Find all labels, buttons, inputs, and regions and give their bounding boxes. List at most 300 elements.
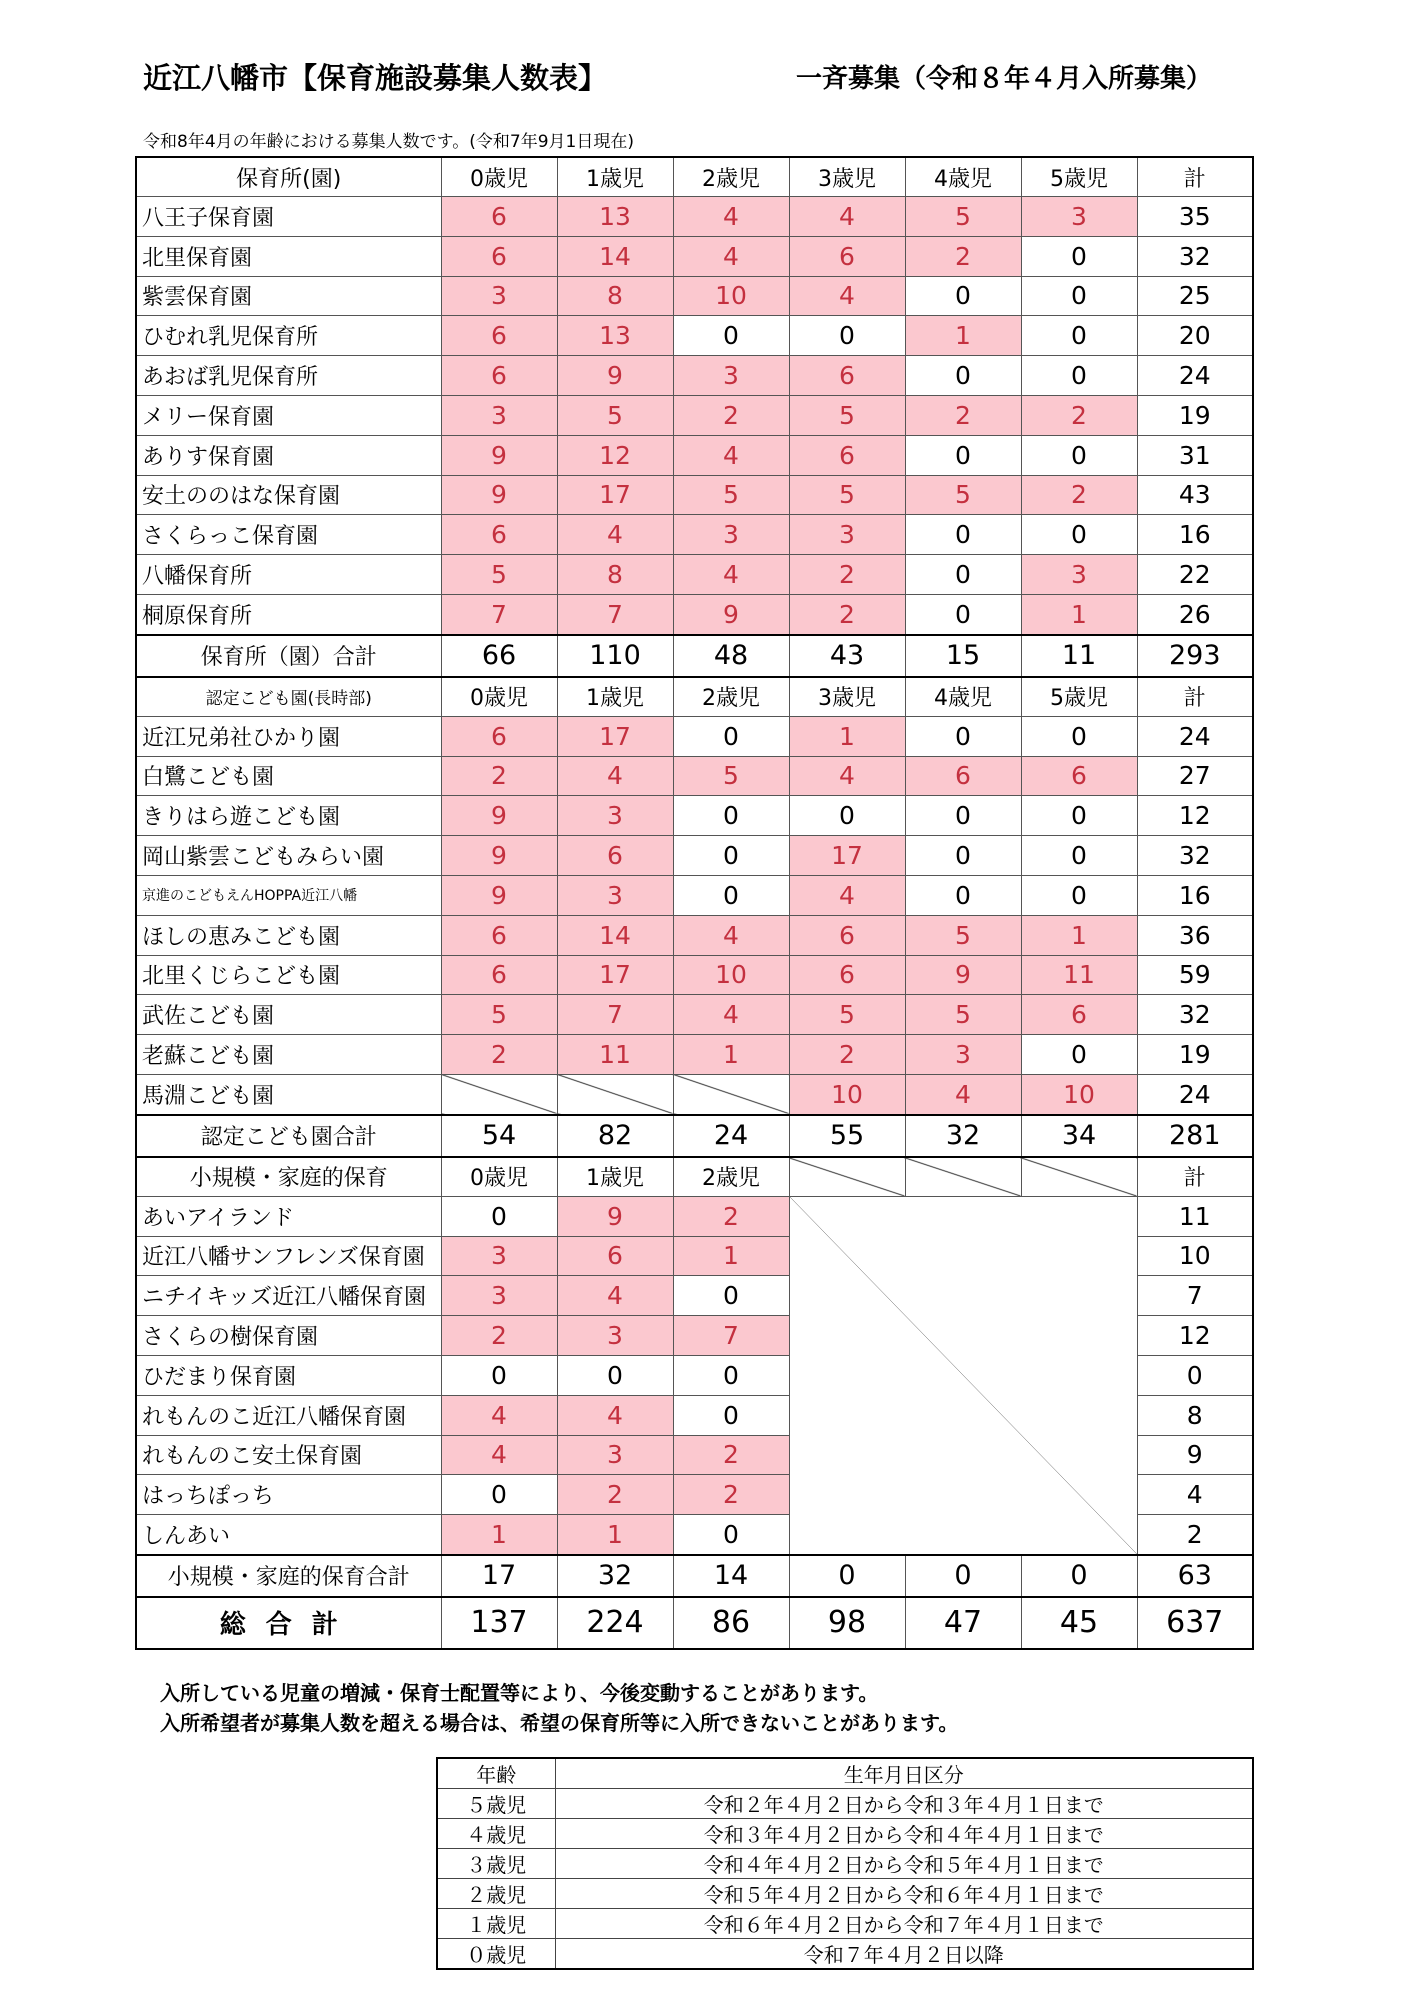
capacity-cell: 12 [557, 435, 673, 475]
row-total: 9 [1137, 1435, 1253, 1475]
column-header: 3歳児 [789, 677, 905, 717]
grand-total-cell: 45 [1021, 1597, 1137, 1649]
facility-name: 京進のこどもえんHOPPA近江八幡 [136, 875, 441, 915]
column-header: 1歳児 [557, 1157, 673, 1197]
capacity-cell: 7 [441, 594, 557, 634]
capacity-cell: 9 [441, 475, 557, 515]
capacity-cell: 6 [1021, 756, 1137, 796]
capacity-cell: 9 [441, 435, 557, 475]
facility-name: 岡山紫雲こどもみらい園 [136, 836, 441, 876]
capacity-cell: 0 [905, 435, 1021, 475]
table-row [136, 836, 1253, 876]
section-title: 保育所(園) [136, 157, 441, 197]
capacity-cell: 0 [789, 316, 905, 356]
capacity-cell: 17 [789, 836, 905, 876]
capacity-cell: 6 [789, 955, 905, 995]
age-label: ０歳児 [437, 1939, 555, 1970]
table-row [136, 756, 1253, 796]
capacity-cell: 4 [673, 197, 789, 237]
not-applicable-area [789, 1196, 1137, 1555]
capacity-cell: 4 [789, 276, 905, 316]
capacity-cell: 17 [557, 475, 673, 515]
capacity-cell: 0 [1021, 276, 1137, 316]
row-total: 2 [1137, 1515, 1253, 1555]
subtotal-cell: 66 [441, 635, 557, 677]
subtotal-cell: 110 [557, 635, 673, 677]
capacity-cell: 2 [441, 1035, 557, 1075]
capacity-cell: 6 [441, 915, 557, 955]
facility-name: 近江八幡サンフレンズ保育園 [136, 1236, 441, 1276]
capacity-cell: 5 [789, 995, 905, 1035]
row-total: 4 [1137, 1475, 1253, 1515]
capacity-cell: 5 [441, 995, 557, 1035]
subtotal-total: 63 [1137, 1555, 1253, 1597]
subtotal-row [136, 1555, 1253, 1597]
birthdate-range: 令和６年４月２日から令和７年４月１日まで [555, 1909, 1253, 1939]
capacity-cell: 6 [441, 236, 557, 276]
capacity-cell: 0 [905, 594, 1021, 634]
capacity-cell: 3 [905, 1035, 1021, 1075]
age-label: ４歳児 [437, 1819, 555, 1849]
capacity-cell: 0 [789, 796, 905, 836]
capacity-cell: 4 [789, 756, 905, 796]
capacity-cell: 2 [441, 1316, 557, 1356]
age-table-heading: 年齢 [437, 1758, 555, 1789]
capacity-cell: 6 [441, 316, 557, 356]
row-total: 12 [1137, 796, 1253, 836]
capacity-cell: 5 [905, 995, 1021, 1035]
footnote-2: 入所希望者が募集人数を超える場合は、希望の保育所等に入所できないことがあります。 [160, 1711, 959, 1735]
capacity-cell: 4 [673, 236, 789, 276]
age-table-heading: 生年月日区分 [555, 1758, 1253, 1789]
capacity-cell: 5 [789, 395, 905, 435]
table-row [136, 716, 1253, 756]
capacity-cell: 13 [557, 197, 673, 237]
capacity-cell: 6 [441, 515, 557, 555]
facility-name: ひだまり保育園 [136, 1355, 441, 1395]
subtotal-cell: 43 [789, 635, 905, 677]
facility-name: きりはら遊こども園 [136, 796, 441, 836]
column-header: 計 [1137, 157, 1253, 197]
capacity-table [135, 156, 1254, 1650]
capacity-cell: 10 [673, 276, 789, 316]
grand-total-cell: 47 [905, 1597, 1021, 1649]
row-total: 35 [1137, 197, 1253, 237]
subtotal-cell: 32 [905, 1115, 1021, 1157]
capacity-cell: 1 [1021, 915, 1137, 955]
section-title: 認定こども園(長時部) [136, 677, 441, 717]
capacity-cell: 0 [557, 1355, 673, 1395]
facility-name: メリー保育園 [136, 395, 441, 435]
table-row [136, 435, 1253, 475]
capacity-cell: 0 [673, 1276, 789, 1316]
age-row [437, 1789, 1253, 1819]
capacity-cell: 0 [1021, 515, 1137, 555]
capacity-cell: 5 [789, 475, 905, 515]
capacity-cell: 5 [673, 475, 789, 515]
subtotal-cell: 55 [789, 1115, 905, 1157]
column-header: 5歳児 [1021, 677, 1137, 717]
capacity-cell: 7 [557, 995, 673, 1035]
capacity-cell: 17 [557, 955, 673, 995]
subtotal-label: 認定こども園合計 [136, 1115, 441, 1157]
capacity-cell: 9 [557, 1196, 673, 1236]
facility-name: あいアイランド [136, 1196, 441, 1236]
subtotal-total: 293 [1137, 635, 1253, 677]
table-row [136, 395, 1253, 435]
capacity-cell: 9 [441, 796, 557, 836]
capacity-cell: 0 [441, 1475, 557, 1515]
not-applicable-cell [557, 1074, 673, 1114]
capacity-cell: 5 [557, 395, 673, 435]
capacity-cell: 0 [673, 796, 789, 836]
capacity-cell: 3 [673, 356, 789, 396]
facility-name: 桐原保育所 [136, 594, 441, 634]
row-total: 32 [1137, 836, 1253, 876]
column-header: 1歳児 [557, 157, 673, 197]
subtotal-label: 保育所（園）合計 [136, 635, 441, 677]
capacity-cell: 1 [673, 1035, 789, 1075]
column-header [789, 1157, 905, 1197]
subtotal-cell: 17 [441, 1555, 557, 1597]
age-row [437, 1909, 1253, 1939]
age-label: １歳児 [437, 1909, 555, 1939]
capacity-cell: 6 [441, 955, 557, 995]
capacity-cell: 0 [1021, 236, 1137, 276]
grand-total-label: 総合計 [136, 1597, 441, 1649]
capacity-cell: 10 [1021, 1074, 1137, 1114]
not-applicable-cell [441, 1074, 557, 1114]
capacity-cell: 0 [673, 875, 789, 915]
capacity-cell: 4 [789, 197, 905, 237]
grand-total-cell: 137 [441, 1597, 557, 1649]
row-total: 19 [1137, 395, 1253, 435]
table-row [136, 475, 1253, 515]
capacity-cell: 3 [1021, 555, 1137, 595]
capacity-cell: 10 [789, 1074, 905, 1114]
column-header: 1歳児 [557, 677, 673, 717]
capacity-cell: 6 [557, 1236, 673, 1276]
capacity-cell: 6 [557, 836, 673, 876]
subtotal-cell: 15 [905, 635, 1021, 677]
birthdate-range: 令和３年４月２日から令和４年４月１日まで [555, 1819, 1253, 1849]
capacity-cell: 4 [557, 756, 673, 796]
capacity-cell: 0 [673, 1355, 789, 1395]
row-total: 22 [1137, 555, 1253, 595]
table-row [136, 875, 1253, 915]
column-header: 4歳児 [905, 157, 1021, 197]
capacity-cell: 4 [673, 995, 789, 1035]
age-row [437, 1879, 1253, 1909]
section-header-row [136, 677, 1253, 717]
capacity-cell: 1 [789, 716, 905, 756]
capacity-cell: 2 [789, 1035, 905, 1075]
capacity-cell: 2 [1021, 475, 1137, 515]
capacity-cell: 6 [441, 716, 557, 756]
table-row [136, 515, 1253, 555]
capacity-cell: 0 [905, 716, 1021, 756]
capacity-cell: 0 [1021, 356, 1137, 396]
capacity-cell: 14 [557, 915, 673, 955]
capacity-cell: 5 [905, 475, 1021, 515]
subtotal-cell: 0 [1021, 1555, 1137, 1597]
capacity-cell: 0 [1021, 836, 1137, 876]
capacity-cell: 3 [557, 875, 673, 915]
capacity-cell: 11 [1021, 955, 1137, 995]
capacity-cell: 5 [905, 197, 1021, 237]
capacity-cell: 8 [557, 276, 673, 316]
column-header: 5歳児 [1021, 157, 1137, 197]
facility-name: 馬淵こども園 [136, 1074, 441, 1114]
capacity-cell: 4 [673, 435, 789, 475]
capacity-cell: 10 [673, 955, 789, 995]
table-row [136, 1196, 1253, 1236]
grand-total-sum: 637 [1137, 1597, 1253, 1649]
row-total: 27 [1137, 756, 1253, 796]
subtotal-label: 小規模・家庭的保育合計 [136, 1555, 441, 1597]
capacity-cell: 0 [1021, 435, 1137, 475]
facility-name: 北里保育園 [136, 236, 441, 276]
row-total: 10 [1137, 1236, 1253, 1276]
subtotal-cell: 34 [1021, 1115, 1137, 1157]
capacity-cell: 0 [1021, 316, 1137, 356]
age-label: ２歳児 [437, 1879, 555, 1909]
capacity-cell: 0 [673, 1395, 789, 1435]
capacity-cell: 6 [789, 356, 905, 396]
row-total: 8 [1137, 1395, 1253, 1435]
facility-name: ひむれ乳児保育所 [136, 316, 441, 356]
capacity-cell: 3 [441, 276, 557, 316]
capacity-cell: 3 [557, 1435, 673, 1475]
column-header: 計 [1137, 1157, 1253, 1197]
capacity-cell: 3 [1021, 197, 1137, 237]
capacity-cell: 6 [789, 435, 905, 475]
capacity-cell: 9 [905, 955, 1021, 995]
column-header: 0歳児 [441, 157, 557, 197]
capacity-cell: 0 [1021, 1035, 1137, 1075]
table-row [136, 356, 1253, 396]
capacity-cell: 14 [557, 236, 673, 276]
subtotal-cell: 54 [441, 1115, 557, 1157]
subtotal-row [136, 1115, 1253, 1157]
capacity-cell: 0 [673, 1515, 789, 1555]
capacity-cell: 2 [441, 756, 557, 796]
capacity-cell: 0 [673, 836, 789, 876]
subtotal-cell: 11 [1021, 635, 1137, 677]
capacity-cell: 1 [557, 1515, 673, 1555]
capacity-cell: 8 [557, 555, 673, 595]
column-header: 計 [1137, 677, 1253, 717]
capacity-cell: 2 [673, 1475, 789, 1515]
column-header: 3歳児 [789, 157, 905, 197]
capacity-cell: 11 [557, 1035, 673, 1075]
capacity-cell: 0 [905, 356, 1021, 396]
capacity-cell: 9 [441, 875, 557, 915]
capacity-cell: 2 [673, 1196, 789, 1236]
row-total: 43 [1137, 475, 1253, 515]
facility-name: 武佐こども園 [136, 995, 441, 1035]
row-total: 20 [1137, 316, 1253, 356]
column-header: 2歳児 [673, 157, 789, 197]
capacity-cell: 4 [557, 1276, 673, 1316]
row-total: 59 [1137, 955, 1253, 995]
capacity-cell: 6 [789, 915, 905, 955]
row-total: 16 [1137, 515, 1253, 555]
capacity-cell: 3 [441, 1276, 557, 1316]
subtotal-cell: 14 [673, 1555, 789, 1597]
facility-name: 八王子保育園 [136, 197, 441, 237]
age-row [437, 1849, 1253, 1879]
capacity-cell: 17 [557, 716, 673, 756]
age-row [437, 1819, 1253, 1849]
capacity-cell: 0 [905, 836, 1021, 876]
subtotal-cell: 48 [673, 635, 789, 677]
capacity-cell: 0 [905, 875, 1021, 915]
facility-name: 八幡保育所 [136, 555, 441, 595]
table-row [136, 915, 1253, 955]
facility-name: 白鷺こども園 [136, 756, 441, 796]
facility-name: 紫雲保育園 [136, 276, 441, 316]
table-row [136, 555, 1253, 595]
capacity-cell: 2 [789, 594, 905, 634]
row-total: 12 [1137, 1316, 1253, 1356]
row-total: 24 [1137, 716, 1253, 756]
capacity-cell: 5 [905, 915, 1021, 955]
facility-name: 近江兄弟社ひかり園 [136, 716, 441, 756]
capacity-cell: 4 [557, 515, 673, 555]
age-row [437, 1939, 1253, 1970]
row-total: 0 [1137, 1355, 1253, 1395]
capacity-cell: 7 [673, 1316, 789, 1356]
birthdate-range: 令和２年４月２日から令和３年４月１日まで [555, 1789, 1253, 1819]
column-header: 2歳児 [673, 677, 789, 717]
capacity-cell: 2 [905, 236, 1021, 276]
capacity-cell: 4 [441, 1435, 557, 1475]
capacity-cell: 0 [673, 716, 789, 756]
capacity-cell: 0 [1021, 716, 1137, 756]
grand-total-cell: 98 [789, 1597, 905, 1649]
column-header: 4歳児 [905, 677, 1021, 717]
capacity-cell: 4 [673, 915, 789, 955]
capacity-cell: 0 [905, 515, 1021, 555]
row-total: 24 [1137, 1074, 1253, 1114]
capacity-cell: 4 [673, 555, 789, 595]
footnote-1: 入所している児童の増減・保育士配置等により、今後変動することがあります。 [160, 1681, 879, 1705]
table-row [136, 955, 1253, 995]
capacity-cell: 6 [905, 756, 1021, 796]
capacity-cell: 1 [441, 1515, 557, 1555]
column-header: 0歳児 [441, 677, 557, 717]
facility-name: れもんのこ近江八幡保育園 [136, 1395, 441, 1435]
page-subtitle: 一斉募集（令和８年４月入所募集） [796, 64, 1213, 94]
table-row [136, 594, 1253, 634]
birthdate-range: 令和４年４月２日から令和５年４月１日まで [555, 1849, 1253, 1879]
subtotal-row [136, 635, 1253, 677]
capacity-cell: 3 [673, 515, 789, 555]
capacity-cell: 3 [789, 515, 905, 555]
subtotal-cell: 82 [557, 1115, 673, 1157]
row-total: 19 [1137, 1035, 1253, 1075]
capacity-cell: 0 [905, 555, 1021, 595]
capacity-cell: 9 [441, 836, 557, 876]
facility-name: はっちぽっち [136, 1475, 441, 1515]
capacity-cell: 6 [441, 356, 557, 396]
row-total: 31 [1137, 435, 1253, 475]
age-table-header [437, 1758, 1253, 1789]
row-total: 32 [1137, 236, 1253, 276]
capacity-cell: 0 [905, 276, 1021, 316]
row-total: 24 [1137, 356, 1253, 396]
capacity-cell: 9 [557, 356, 673, 396]
section-title: 小規模・家庭的保育 [136, 1157, 441, 1197]
facility-name: さくらっこ保育園 [136, 515, 441, 555]
column-header [1021, 1157, 1137, 1197]
row-total: 36 [1137, 915, 1253, 955]
capacity-cell: 2 [789, 555, 905, 595]
table-row [136, 1074, 1253, 1114]
age-label: ３歳児 [437, 1849, 555, 1879]
facility-name: あおば乳児保育所 [136, 356, 441, 396]
facility-name: しんあい [136, 1515, 441, 1555]
capacity-cell: 1 [905, 316, 1021, 356]
age-definition-table [436, 1757, 1254, 1970]
capacity-cell: 4 [789, 875, 905, 915]
capacity-cell: 0 [1021, 875, 1137, 915]
capacity-cell: 3 [441, 395, 557, 435]
page-title: 近江八幡市【保育施設募集人数表】 [143, 61, 608, 95]
section-header-row [136, 1157, 1253, 1197]
facility-name: 安土ののはな保育園 [136, 475, 441, 515]
facility-name: 北里くじらこども園 [136, 955, 441, 995]
table-row [136, 197, 1253, 237]
facility-name: ニチイキッズ近江八幡保育園 [136, 1276, 441, 1316]
subtotal-cell: 0 [905, 1555, 1021, 1597]
capacity-cell: 2 [1021, 395, 1137, 435]
capacity-cell: 0 [905, 796, 1021, 836]
capacity-cell: 6 [1021, 995, 1137, 1035]
capacity-cell: 2 [557, 1475, 673, 1515]
capacity-cell: 0 [441, 1196, 557, 1236]
table-row [136, 995, 1253, 1035]
birthdate-range: 令和５年４月２日から令和６年４月１日まで [555, 1879, 1253, 1909]
age-label: ５歳児 [437, 1789, 555, 1819]
section-header-row [136, 157, 1253, 197]
capacity-cell: 4 [905, 1074, 1021, 1114]
grand-total-cell: 224 [557, 1597, 673, 1649]
column-header [905, 1157, 1021, 1197]
row-total: 7 [1137, 1276, 1253, 1316]
subtotal-cell: 0 [789, 1555, 905, 1597]
capacity-cell: 13 [557, 316, 673, 356]
facility-name: 老蘇こども園 [136, 1035, 441, 1075]
facility-name: さくらの樹保育園 [136, 1316, 441, 1356]
facility-name: れもんのこ安土保育園 [136, 1435, 441, 1475]
capacity-cell: 4 [441, 1395, 557, 1435]
row-total: 11 [1137, 1196, 1253, 1236]
capacity-cell: 6 [789, 236, 905, 276]
capacity-cell: 0 [441, 1355, 557, 1395]
grand-total-row [136, 1597, 1253, 1649]
capacity-cell: 1 [673, 1236, 789, 1276]
table-row [136, 1035, 1253, 1075]
capacity-cell: 6 [441, 197, 557, 237]
capacity-cell: 2 [673, 395, 789, 435]
reference-date-note: 令和8年4月の年齢における募集人数です。(令和7年9月1日現在) [143, 132, 634, 152]
birthdate-range: 令和７年４月２日以降 [555, 1939, 1253, 1970]
table-row [136, 236, 1253, 276]
subtotal-total: 281 [1137, 1115, 1253, 1157]
not-applicable-cell [673, 1074, 789, 1114]
